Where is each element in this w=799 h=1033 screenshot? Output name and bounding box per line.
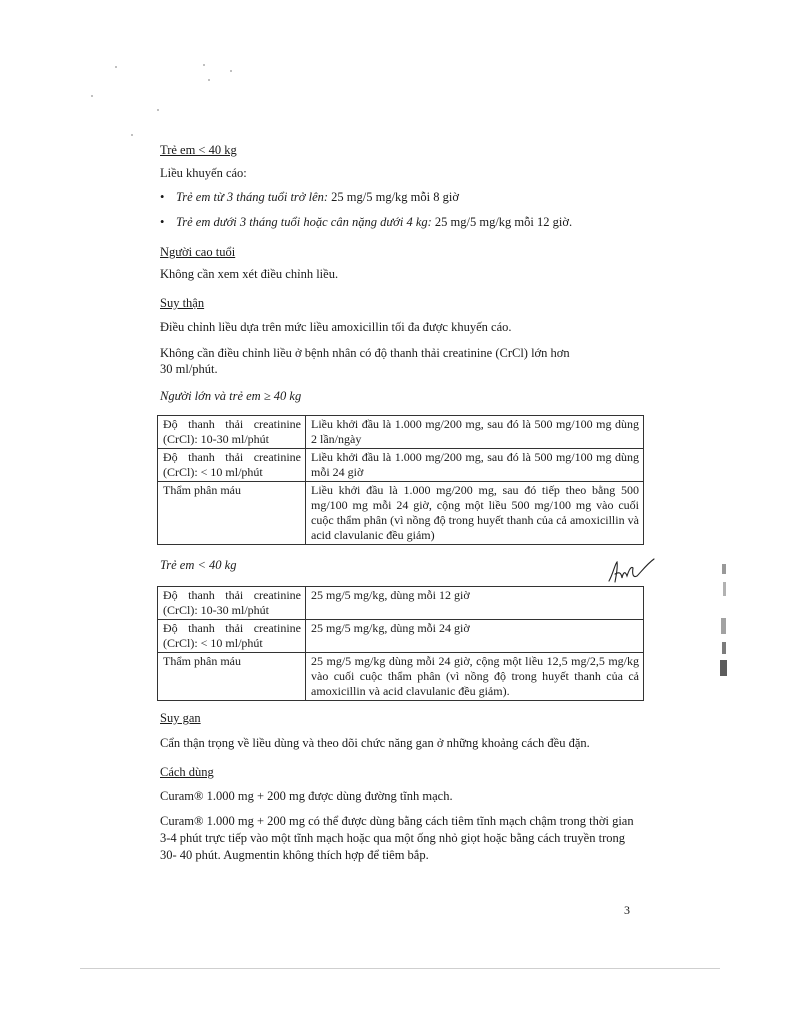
elderly-heading: Người cao tuổi [160, 245, 236, 259]
administration-heading: Cách dùng [160, 765, 214, 779]
renal-heading: Suy thận [160, 296, 205, 310]
table-row [158, 416, 644, 449]
table-cell-condition: Độ thanh thải creatinine (CrCl): < 10 ml/phút [158, 449, 306, 482]
scan-speck [131, 134, 133, 136]
bullet-condition: Trẻ em từ 3 tháng tuổi trở lên: [176, 190, 329, 204]
table-cell-dose: Liều khởi đầu là 1.000 mg/200 mg, sau đó là 500 mg/100 mg dùng mỗi 24 giờ [306, 449, 644, 482]
table-cell-condition: Thẩm phân máu [158, 482, 306, 545]
table-row [158, 587, 644, 620]
table-cell-condition: Độ thanh thải creatinine (CrCl): 10-30 ml/phút [158, 416, 306, 449]
recommended-dose-label: Liều khuyến cáo: [160, 166, 247, 180]
hepatic-heading: Suy gan [160, 711, 201, 725]
table-row [158, 449, 644, 482]
bullet-dose: 25 mg/5 mg/kg mỗi 12 giờ. [434, 215, 573, 229]
renal-dose-table-adults [157, 415, 644, 545]
scan-speck [203, 64, 205, 66]
table-cell-dose: Liều khởi đầu là 1.000 mg/200 mg, sau đó tiếp theo bằng 500 mg/100 mg mỗi 24 giờ, cộng một liều 500 mg/100 mg vào cuối cuộc thẩm phân (vì nồng độ trong huyết thanh của cả amoxicillin và acid clavulanic đều giảm) [306, 482, 644, 545]
table-cell-condition: Thẩm phân máu [158, 653, 306, 701]
elderly-text: Không cần xem xét điều chỉnh liều. [160, 267, 339, 281]
table-row [158, 653, 644, 701]
renal-text-2-line-2: 30 ml/phút. [160, 362, 218, 376]
footer-divider [80, 968, 720, 969]
table-cell-dose: 25 mg/5 mg/kg, dùng mỗi 24 giờ [306, 620, 644, 653]
table-cell-dose: 25 mg/5 mg/kg, dùng mỗi 12 giờ [306, 587, 644, 620]
bullet-dose: 25 mg/5 mg/kg mỗi 8 giờ [331, 190, 459, 204]
children-heading: Trẻ em < 40 kg [160, 143, 237, 157]
table-cell-dose: 25 mg/5 mg/kg dùng mỗi 24 giờ, cộng một liều 12,5 mg/2,5 mg/kg vào cuối cuộc thẩm phân (vì nồng độ trong huyết thanh của cả amoxicillin và acid clavulanic đều giảm). [306, 653, 644, 701]
scan-speck [230, 70, 232, 72]
page-number: 3 [624, 903, 630, 917]
table2-caption: Trẻ em < 40 kg [160, 558, 237, 572]
renal-text-2-line-1: Không cần điều chỉnh liều ở bệnh nhân có độ thanh thải creatinine (CrCl) lớn hơn [160, 346, 570, 360]
bullet-dot-icon: • [160, 190, 165, 204]
table-cell-condition: Độ thanh thải creatinine (CrCl): 10-30 ml/phút [158, 587, 306, 620]
table-row [158, 482, 644, 545]
administration-p2-line-1: Curam® 1.000 mg + 200 mg có thể được dùng bằng cách tiêm tĩnh mạch chậm trong thời gian [160, 814, 634, 828]
renal-dose-table-children [157, 586, 644, 701]
renal-text-1: Điều chỉnh liều dựa trên mức liều amoxicillin tối đa được khuyến cáo. [160, 320, 512, 334]
scan-speck [157, 109, 159, 111]
table1-caption: Người lớn và trẻ em ≥ 40 kg [160, 389, 302, 403]
administration-p2-line-3: 30- 40 phút. Augmentin không thích hợp để tiêm bắp. [160, 848, 429, 862]
hepatic-text: Cẩn thận trọng về liều dùng và theo dõi chức năng gan ở những khoảng cách đều đặn. [160, 736, 590, 750]
scan-speck [91, 95, 93, 97]
administration-p1: Curam® 1.000 mg + 200 mg được dùng đường tĩnh mạch. [160, 789, 453, 803]
scan-speck [115, 66, 117, 68]
scan-speck [208, 79, 210, 81]
bullet-condition: Trẻ em dưới 3 tháng tuổi hoặc cân nặng dưới 4 kg: [176, 215, 432, 229]
table-cell-dose: Liều khởi đầu là 1.000 mg/200 mg, sau đó là 500 mg/100 mg dùng 2 lần/ngày [306, 416, 644, 449]
table-row [158, 620, 644, 653]
side-stamp-marks [708, 560, 738, 690]
handwritten-signature [607, 556, 657, 586]
bullet-dot-icon: • [160, 215, 165, 229]
table-cell-condition: Độ thanh thải creatinine (CrCl): < 10 ml/phút [158, 620, 306, 653]
administration-p2-line-2: 3-4 phút trực tiếp vào một tĩnh mạch hoặc qua một ống nhỏ giọt hoặc bằng cách truyền trong [160, 831, 625, 845]
